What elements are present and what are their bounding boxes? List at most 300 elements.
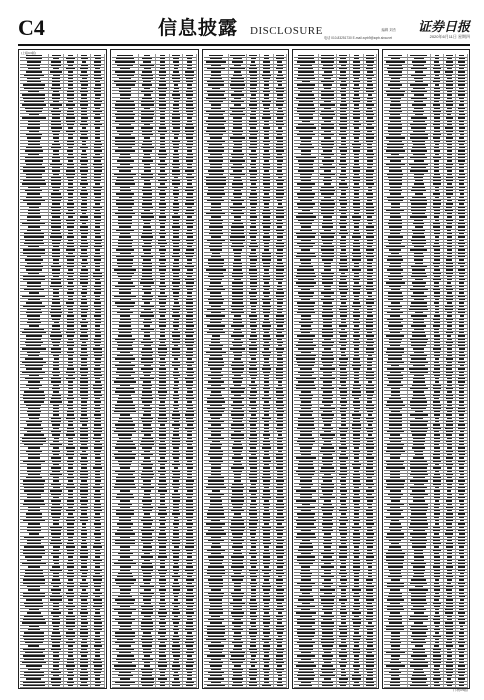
cell-text-stroke: [68, 424, 73, 425]
cell-text-stroke: [51, 513, 60, 514]
cell-text-stroke: [118, 243, 132, 244]
cell-text-stroke: [68, 193, 74, 194]
cell-text-stroke: [52, 114, 60, 115]
cell-text-stroke: [53, 368, 58, 369]
cell-text-stroke: [25, 108, 42, 109]
cell-text-stroke: [186, 160, 194, 161]
cell-text-stroke: [53, 576, 59, 577]
cell-text-stroke: [53, 91, 58, 92]
cell-text-stroke: [51, 127, 62, 128]
cell-text-stroke: [142, 203, 153, 204]
cell-text-stroke: [67, 91, 73, 92]
cell-text-stroke: [68, 200, 73, 201]
cell-text-stroke: [68, 365, 74, 366]
cell-text-stroke: [26, 678, 41, 679]
cell-text-stroke: [67, 292, 74, 293]
cell-text-stroke: [172, 441, 180, 442]
cell-text-stroke: [93, 593, 102, 594]
cell-text-stroke: [51, 332, 62, 333]
cell-text-stroke: [26, 368, 43, 369]
cell-text-stroke: [67, 550, 75, 551]
cell-text-stroke: [80, 306, 88, 307]
cell-text-stroke: [142, 500, 152, 501]
cell-text-stroke: [141, 454, 153, 455]
cell-text-stroke: [158, 391, 166, 392]
cell-text-stroke: [116, 200, 135, 201]
cell-text-stroke: [28, 154, 39, 155]
cell-text-stroke: [81, 537, 86, 538]
cell-text-stroke: [174, 187, 178, 188]
cell-text-stroke: [94, 672, 101, 673]
cell-text-stroke: [144, 180, 150, 181]
cell-text-stroke: [80, 434, 88, 435]
cell-text-stroke: [158, 88, 166, 89]
cell-text-stroke: [81, 546, 88, 547]
page-header: [18, 16, 470, 46]
cell-text-stroke: [144, 405, 150, 406]
cell-text-stroke: [94, 533, 101, 534]
cell-text-stroke: [186, 457, 194, 458]
cell-text-stroke: [116, 444, 135, 445]
cell-text-stroke: [67, 669, 74, 670]
cell-text-stroke: [66, 642, 74, 643]
cell-text-stroke: [67, 500, 75, 501]
cell-text-stroke: [185, 378, 193, 379]
cell-text-stroke: [95, 381, 101, 382]
cell-text-stroke: [120, 279, 131, 280]
cell-text-stroke: [51, 431, 61, 432]
cell-text-stroke: [140, 282, 154, 283]
cell-text-stroke: [66, 117, 74, 118]
cell-text-stroke: [67, 583, 73, 584]
cell-text-stroke: [158, 513, 167, 514]
cell-text-stroke: [160, 147, 165, 148]
cell-text-stroke: [118, 421, 133, 422]
cell-text-stroke: [52, 203, 60, 204]
cell-text-stroke: [144, 94, 151, 95]
cell-text-stroke: [159, 345, 165, 346]
cell-text-stroke: [80, 372, 87, 373]
cell-text-stroke: [53, 428, 59, 429]
cell-text-stroke: [68, 180, 73, 181]
cell-text-stroke: [67, 586, 73, 587]
cell-text-stroke: [95, 612, 100, 613]
cell-text-stroke: [51, 111, 61, 112]
cell-text-stroke: [52, 98, 60, 99]
cell-text-stroke: [95, 441, 101, 442]
cell-text-stroke: [52, 566, 60, 567]
cell-text-stroke: [173, 487, 178, 488]
cell-text-stroke: [95, 685, 100, 686]
cell-text-stroke: [160, 497, 165, 498]
cell-text-stroke: [160, 342, 165, 343]
cell-text-stroke: [81, 332, 86, 333]
cell-text-stroke: [160, 134, 166, 135]
cell-text-stroke: [52, 230, 59, 231]
cell-text-stroke: [142, 447, 152, 448]
cell-text-stroke: [28, 629, 39, 630]
cell-text-stroke: [66, 378, 75, 379]
cell-text-stroke: [67, 223, 73, 224]
cell-text-stroke: [50, 474, 62, 475]
cell-text-stroke: [68, 197, 73, 198]
cell-text-stroke: [26, 134, 43, 135]
cell-text-stroke: [159, 269, 166, 270]
edition-date: 2020年6月11日 星期四: [430, 34, 470, 40]
cell-text-stroke: [24, 500, 44, 501]
cell-text-stroke: [172, 342, 181, 343]
cell-text-stroke: [141, 114, 154, 115]
cell-text-stroke: [54, 322, 59, 323]
cell-text-stroke: [28, 510, 39, 511]
cell-text-stroke: [95, 84, 101, 85]
cell-text-stroke: [143, 200, 152, 201]
cell-text-stroke: [158, 164, 166, 165]
cell-text-stroke: [26, 517, 43, 518]
cell-text-stroke: [143, 504, 151, 505]
cell-text-stroke: [187, 490, 193, 491]
cell-text-stroke: [185, 75, 194, 76]
cell-text-stroke: [174, 101, 179, 102]
cell-text-stroke: [52, 642, 61, 643]
cell-text-stroke: [94, 144, 102, 145]
cell-text-stroke: [27, 282, 41, 283]
section-title-en: DISCLOSURE: [250, 25, 323, 37]
cell-text-stroke: [185, 170, 194, 171]
cell-text-stroke: [187, 147, 192, 148]
cell-text-stroke: [53, 560, 59, 561]
cell-text-stroke: [66, 104, 74, 105]
cell-text-stroke: [185, 213, 194, 214]
cell-text-stroke: [174, 385, 179, 386]
cell-text-stroke: [173, 325, 178, 326]
cell-text-stroke: [173, 144, 179, 145]
cell-text-stroke: [26, 513, 42, 514]
cell-text-stroke: [186, 345, 193, 346]
cell-text-stroke: [28, 141, 40, 142]
cell-text-stroke: [120, 309, 131, 310]
cell-text-stroke: [53, 405, 59, 406]
cell-text-stroke: [95, 296, 100, 297]
cell-text-stroke: [119, 362, 130, 363]
cell-text-stroke: [81, 134, 88, 135]
cell-text-stroke: [68, 603, 72, 604]
cell-text-stroke: [160, 315, 165, 316]
cell-text-stroke: [67, 428, 75, 429]
cell-text-stroke: [80, 385, 88, 386]
cell-text-stroke: [174, 197, 179, 198]
cell-text-stroke: [68, 560, 74, 561]
cell-text-stroke: [116, 480, 134, 481]
cell-text-stroke: [94, 391, 101, 392]
cell-text-stroke: [95, 636, 100, 637]
cell-text-stroke: [51, 510, 62, 511]
cell-text-stroke: [81, 243, 88, 244]
cell-text-stroke: [95, 134, 100, 135]
cell-text-stroke: [186, 325, 194, 326]
cell-text-stroke: [51, 418, 60, 419]
cell-text-stroke: [22, 183, 46, 184]
cell-text-stroke: [120, 500, 130, 501]
cell-text-stroke: [173, 210, 179, 211]
cell-text-stroke: [187, 497, 192, 498]
cell-text-stroke: [80, 520, 89, 521]
cell-text-stroke: [51, 421, 61, 422]
cell-text-stroke: [120, 164, 130, 165]
masthead-logo: 证券日报: [418, 16, 470, 35]
cell-text-stroke: [81, 682, 88, 683]
cell-text-stroke: [187, 401, 192, 402]
cell-text-stroke: [52, 325, 61, 326]
cell-text-stroke: [144, 170, 151, 171]
cell-text-stroke: [23, 249, 46, 250]
cell-text-stroke: [186, 480, 194, 481]
cell-text-stroke: [81, 444, 86, 445]
cell-text-stroke: [51, 507, 62, 508]
cell-text-stroke: [172, 348, 180, 349]
cell-text-stroke: [114, 381, 136, 382]
cell-text-stroke: [23, 649, 45, 650]
cell-text-stroke: [53, 362, 58, 363]
cell-text-stroke: [187, 259, 193, 260]
cell-text-stroke: [142, 408, 152, 409]
cell-text-stroke: [94, 240, 102, 241]
cell-text-stroke: [141, 104, 154, 105]
cell-text-stroke: [81, 464, 86, 465]
cell-text-stroke: [67, 398, 74, 399]
cell-text-stroke: [51, 220, 60, 221]
cell-text-stroke: [28, 91, 39, 92]
cell-text-stroke: [94, 523, 100, 524]
cell-text-stroke: [94, 517, 102, 518]
cell-text-stroke: [51, 309, 62, 310]
cell-text-stroke: [115, 408, 136, 409]
cell-text-stroke: [28, 319, 39, 320]
cell-text-stroke: [67, 484, 75, 485]
cell-text-stroke: [51, 639, 61, 640]
cell-text-stroke: [53, 174, 59, 175]
cell-text-stroke: [81, 375, 88, 376]
cell-text-stroke: [80, 441, 88, 442]
cell-text-stroke: [23, 395, 44, 396]
cell-text-stroke: [186, 233, 193, 234]
cell-text-stroke: [186, 104, 194, 105]
cell-text-stroke: [95, 335, 101, 336]
cell-text-stroke: [54, 358, 59, 359]
cell-text-stroke: [173, 236, 179, 237]
cell-text-stroke: [185, 414, 194, 415]
cell-text-stroke: [28, 408, 40, 409]
cell-text-stroke: [68, 672, 73, 673]
cell-text-stroke: [53, 652, 59, 653]
cell-text-stroke: [172, 355, 179, 356]
cell-text-stroke: [82, 289, 87, 290]
cell-text-stroke: [94, 306, 100, 307]
cell-text-stroke: [66, 665, 74, 666]
cell-text-stroke: [53, 662, 59, 663]
cell-text-stroke: [68, 147, 74, 148]
cell-text-stroke: [68, 348, 74, 349]
cell-text-stroke: [66, 546, 75, 547]
cell-text-stroke: [186, 507, 193, 508]
cell-text-stroke: [160, 263, 165, 264]
cell-text-stroke: [52, 504, 61, 505]
cell-text-stroke: [119, 91, 131, 92]
cell-text-stroke: [117, 355, 133, 356]
cell-text-stroke: [187, 226, 193, 227]
cell-text-stroke: [94, 75, 100, 76]
cell-text-stroke: [187, 365, 192, 366]
cell-text-stroke: [142, 299, 152, 300]
cell-text-stroke: [27, 127, 40, 128]
cell-text-stroke: [80, 395, 88, 396]
cell-text-stroke: [94, 659, 101, 660]
cell-text-stroke: [52, 299, 59, 300]
cell-text-stroke: [120, 98, 129, 99]
cell-text-stroke: [158, 461, 167, 462]
cell-text-stroke: [144, 55, 150, 56]
cell-text-stroke: [26, 665, 42, 666]
cell-text-stroke: [28, 213, 40, 214]
cell-text-stroke: [120, 490, 130, 491]
cell-text-stroke: [172, 124, 181, 125]
cell-text-stroke: [173, 223, 179, 224]
cell-text-stroke: [94, 101, 102, 102]
cell-text-stroke: [23, 579, 45, 580]
cell-text-stroke: [80, 421, 88, 422]
cell-text-stroke: [81, 609, 88, 610]
cell-text-stroke: [80, 596, 88, 597]
cell-text-stroke: [68, 233, 74, 234]
cell-text-stroke: [94, 428, 102, 429]
cell-text-stroke: [119, 438, 131, 439]
cell-text-stroke: [27, 543, 41, 544]
cell-text-stroke: [80, 447, 88, 448]
cell-text-stroke: [172, 444, 180, 445]
table-column-2: [110, 49, 199, 689]
cell-text-stroke: [186, 302, 193, 303]
cell-text-stroke: [53, 411, 59, 412]
cell-text-stroke: [81, 411, 86, 412]
cell-text-stroke: [95, 655, 99, 656]
cell-text-stroke: [68, 438, 73, 439]
cell-text-stroke: [81, 263, 88, 264]
cell-text-stroke: [118, 216, 132, 217]
cell-text-stroke: [173, 395, 179, 396]
cell-text-stroke: [160, 117, 165, 118]
cell-text-stroke: [115, 121, 135, 122]
cell-text-stroke: [173, 286, 180, 287]
cell-text-stroke: [142, 471, 153, 472]
cell-text-stroke: [82, 639, 87, 640]
cell-text-stroke: [174, 428, 179, 429]
cell-text-stroke: [53, 669, 60, 670]
cell-text-stroke: [187, 391, 193, 392]
cell-text-stroke: [28, 414, 40, 415]
cell-text-stroke: [94, 190, 101, 191]
cell-text-stroke: [26, 111, 41, 112]
cell-text-stroke: [186, 398, 194, 399]
cell-text-stroke: [52, 434, 60, 435]
cell-text-stroke: [68, 339, 73, 340]
cell-text-stroke: [51, 500, 62, 501]
cell-text-stroke: [172, 289, 179, 290]
cell-text-stroke: [185, 203, 194, 204]
cell-text-stroke: [52, 249, 60, 250]
cell-text-stroke: [186, 273, 193, 274]
cell-text-stroke: [159, 81, 166, 82]
cell-text-stroke: [27, 424, 40, 425]
cell-text-stroke: [144, 243, 151, 244]
cell-text-stroke: [68, 269, 72, 270]
cell-text-stroke: [52, 144, 60, 145]
cell-text-stroke: [174, 381, 179, 382]
cell-text-stroke: [187, 207, 192, 208]
cell-text-stroke: [27, 61, 41, 62]
cell-text-stroke: [24, 537, 43, 538]
cell-text-stroke: [94, 583, 100, 584]
cell-text-stroke: [114, 81, 136, 82]
cell-text-stroke: [80, 216, 88, 217]
cell-text-stroke: [53, 665, 58, 666]
cell-text-stroke: [118, 434, 132, 435]
cell-text-stroke: [143, 230, 152, 231]
cell-text-stroke: [94, 494, 101, 495]
cell-text-stroke: [22, 441, 45, 442]
cell-text-stroke: [82, 187, 87, 188]
cell-text-stroke: [172, 309, 180, 310]
cell-text-stroke: [26, 345, 41, 346]
cell-text-stroke: [82, 259, 87, 260]
cell-text-stroke: [66, 622, 75, 623]
cell-text-stroke: [158, 352, 166, 353]
cell-text-stroke: [144, 411, 151, 412]
cell-text-stroke: [160, 121, 165, 122]
cell-text-stroke: [81, 642, 87, 643]
cell-text-stroke: [173, 266, 179, 267]
cell-text-stroke: [67, 263, 74, 264]
cell-text-stroke: [159, 408, 166, 409]
cell-text-stroke: [81, 94, 88, 95]
cell-text-stroke: [22, 223, 45, 224]
cell-text-stroke: [187, 117, 191, 118]
cell-text-stroke: [94, 302, 101, 303]
cell-text-stroke: [94, 355, 102, 356]
cell-text-stroke: [53, 101, 59, 102]
cell-text-stroke: [186, 137, 193, 138]
cell-text-stroke: [174, 368, 179, 369]
cell-text-stroke: [94, 570, 102, 571]
cell-text-stroke: [95, 520, 100, 521]
cell-text-stroke: [80, 391, 88, 392]
cell-text-stroke: [67, 111, 75, 112]
cell-text-stroke: [68, 401, 73, 402]
cell-text-stroke: [140, 444, 153, 445]
cell-text-stroke: [172, 75, 180, 76]
cell-text-stroke: [160, 213, 165, 214]
cell-text-stroke: [116, 510, 135, 511]
cell-text-stroke: [95, 233, 100, 234]
cell-text-stroke: [159, 127, 166, 128]
cell-text-stroke: [81, 533, 86, 534]
cell-text-stroke: [68, 494, 74, 495]
cell-text-stroke: [94, 408, 101, 409]
cell-text-stroke: [173, 504, 179, 505]
cell-text-stroke: [141, 279, 154, 280]
cell-text-stroke: [80, 230, 88, 231]
cell-text-stroke: [186, 418, 194, 419]
cell-text-stroke: [26, 58, 43, 59]
